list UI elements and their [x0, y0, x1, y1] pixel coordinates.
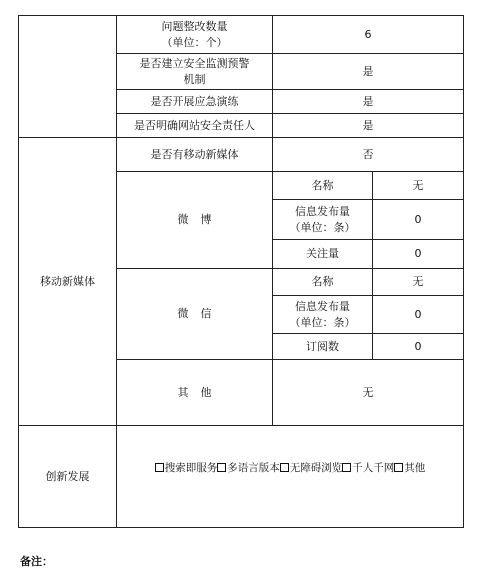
wechat-subs-label: 订阅数 [306, 339, 339, 353]
weibo-posts-label [273, 200, 372, 239]
weibo-name-value: 无 [412, 178, 424, 192]
issue-count-label-line2: （单位：个） [161, 35, 228, 49]
issue-count-label-line1: 问题整改数量 [161, 19, 228, 33]
option-personalized[interactable] [342, 462, 394, 474]
innovation-option-list [155, 460, 426, 476]
monitoring-label-line1: 是否建立安全监测预警 [139, 56, 250, 70]
drill-value: 是 [362, 94, 374, 108]
innovation-options [117, 426, 463, 510]
weibo-followers-label: 关注量 [306, 247, 339, 260]
other-media-label: 其他 [177, 385, 224, 399]
weibo-label: 微博 [177, 213, 224, 226]
table-border-bottom [18, 527, 464, 528]
wechat-posts-label-line2: （单位：条） [289, 315, 356, 329]
wechat-name-label: 名称 [311, 275, 334, 288]
wechat-posts-label-line1: 信息发布量 [295, 299, 350, 313]
innovation-section-label: 创新发展 [45, 469, 90, 483]
has-new-media-value: 否 [362, 147, 374, 161]
option-multilingual[interactable] [217, 462, 280, 474]
wechat-posts-value: 0 [414, 307, 422, 321]
weibo-followers-value: 0 [414, 247, 422, 260]
checkbox-icon[interactable] [217, 463, 226, 472]
weibo-posts-label-line2: （单位：条） [289, 220, 356, 234]
option-label: 其他 [404, 462, 426, 474]
option-other[interactable] [394, 462, 425, 474]
weibo-name-label: 名称 [311, 178, 334, 192]
option-label: 多语言版本 [227, 462, 280, 474]
option-accessibility[interactable] [280, 462, 343, 474]
mobile-section-label: 移动新媒体 [40, 274, 95, 288]
checkbox-icon[interactable] [155, 463, 164, 472]
weibo-posts-label-line1: 信息发布量 [295, 204, 350, 218]
wechat-name-value: 无 [412, 275, 424, 288]
option-search-as-service[interactable] [155, 462, 218, 474]
option-label: 搜索即服务 [164, 462, 218, 474]
monitoring-label-line2: 机制 [183, 72, 206, 86]
checkbox-icon[interactable] [394, 463, 403, 472]
issue-count-label [117, 16, 272, 53]
wechat-posts-label [273, 296, 372, 333]
option-label: 无障碍浏览 [289, 462, 343, 474]
remark-label: 备注： [20, 555, 53, 568]
responsible-label: 是否明确网站安全责任人 [134, 118, 255, 132]
wechat-label: 微信 [177, 307, 224, 320]
monitoring-value: 是 [362, 64, 374, 78]
issue-count-value: 6 [364, 27, 372, 41]
has-new-media-label: 是否有移动新媒体 [150, 147, 239, 161]
monitoring-label [117, 54, 272, 89]
drill-label: 是否开展应急演练 [150, 94, 239, 108]
table-border-right [463, 15, 464, 528]
weibo-posts-value: 0 [414, 212, 422, 226]
checkbox-icon[interactable] [342, 463, 351, 472]
wechat-subs-value: 0 [414, 339, 422, 353]
checkbox-icon[interactable] [280, 463, 289, 472]
responsible-value: 是 [362, 118, 374, 132]
option-label: 千人千网 [352, 462, 395, 474]
other-media-value: 无 [362, 385, 374, 399]
